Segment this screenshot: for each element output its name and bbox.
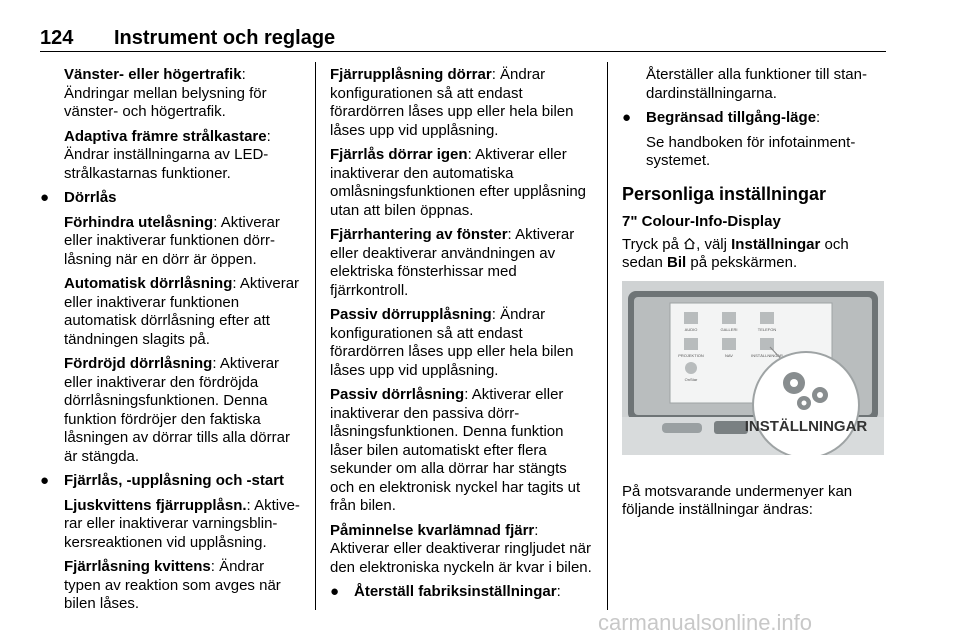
entry-text: Aktiverar eller deaktiverar användningen av elektriska fönsterhissar med fjärrkontroll. — [330, 226, 575, 299]
watermark: carmanualsonline.info — [598, 610, 813, 635]
tile-label: NAV — [725, 352, 733, 358]
sub-heading: 7" Colour-Info-Display — [622, 213, 781, 230]
entry-term: Passiv dörrupplåsning — [330, 306, 492, 323]
entry-term: Fördröjd dörrlåsning — [64, 355, 213, 372]
entry-text: Ändrar konfigurationen så att endast förardörren låses upp eller hela bilen låses upp vid upplåsning. — [330, 66, 574, 139]
tile-label: PROJEKTION — [678, 352, 704, 358]
bullet-label: Återställ fabriksinställningar — [354, 583, 557, 600]
entry-term: Fjärrlås dörrar igen — [330, 146, 468, 163]
settings-entry: Fjärrhantering av fönster: Aktiverar eller deaktiverar användningen av elektriska fönsterhissar med fjärrkontroll. — [330, 226, 575, 299]
column-3 — [622, 66, 886, 526]
tile-label: TELEFON — [757, 326, 777, 332]
bullet-label: Fjärrlås, -upplåsning och -start — [64, 472, 285, 489]
tile-label: GALLERI — [720, 326, 738, 332]
bullet-heading: ● Återställ fabriksinställningar: — [330, 583, 561, 600]
settings-entry: Fördröjd dörrlåsning: Aktiverar eller inaktiverar den fördröjda dörrlåsningsfunktionen. Denna funktion fördröjer den faktiska låsningen av dörrar tills alla dörrar är stängda. — [64, 355, 290, 465]
entry-term: Påminnelse kvarlämnad fjärr — [330, 521, 535, 539]
entry-text: Aktiverar eller inaktiverar funktionen automatisk dörrlåsning efter att tändningen slagits på. — [64, 275, 300, 348]
home-icon — [683, 237, 696, 250]
column-divider — [607, 62, 608, 610]
tile-label: INSTÄLLNINGAR — [751, 352, 783, 358]
settings-entry: Fjärrlåsning kvittens: Ändrar typen av reaktion som avges när bilen låses. — [64, 558, 281, 612]
text-run: Bil — [667, 254, 687, 271]
settings-entry: Passiv dörrlåsning: Aktiverar eller inaktiverar den passiva dörrlåsningsfunktionen. Denna funktion låser bilen automatiskt efter flera sekunder om alla dörrar har stängts och en elektronisk nyckel har tagits ut från bilen. — [330, 386, 581, 514]
entry-term: Fjärrhantering av fönster — [330, 226, 508, 243]
bullet-heading: ● Fjärrlås, -upplåsning och -start — [40, 472, 285, 489]
instruction-paragraph: På motsvarande undermenyer kan följande inställningar ändras: — [622, 482, 853, 518]
entry-term: Fjärrupplåsning dörrar — [330, 66, 492, 83]
bullet-label: Begränsad tillgång-läge — [646, 109, 817, 126]
tile-label: AUDIO — [684, 326, 698, 332]
continued-text: Återställer alla funktioner till standardinställningarna. — [646, 66, 867, 102]
entry-text: Aktiverar eller inaktiverar varningsblinkersreaktionen vid upplåsning. — [64, 496, 300, 551]
entry-text: Aktiverar eller deaktiverar ringljudet när den elektroniska nyckeln är kvar i bilen. — [330, 540, 592, 576]
settings-entry: Vänster- eller högertrafik: Ändringar mellan belysning för vänster- och högertrafik. — [64, 66, 267, 120]
tile-label: OnStar — [684, 376, 698, 382]
bullet-text: Se handboken för infotainmentsystemet. — [646, 133, 856, 169]
settings-entry: Ljuskvittens fjärrupplåsn.: Aktiverar eller inaktiverar varningsblinkersreaktionen vid upplåsning. — [64, 496, 300, 551]
page-header — [40, 27, 886, 52]
page-title: Instrument och reglage — [114, 27, 336, 49]
page-number: 124 — [40, 27, 74, 49]
text-run: på pekskärmen. — [690, 254, 798, 271]
entry-term: Förhindra utelåsning — [64, 213, 214, 231]
entry-term: Fjärrlåsning kvittens — [64, 558, 211, 575]
text-run: och sedan — [622, 235, 849, 271]
settings-entry: Fjärrlås dörrar igen: Aktiverar eller inaktiverar den automatiska omlåsningsfunktionen efter upplåsning utan att bilen öppnas. — [330, 146, 587, 219]
settings-entry: Förhindra utelåsning: Aktiverar eller inaktiverar funktionen dörrlåsning när en dörr är öppen. — [64, 213, 280, 268]
entry-term: Passiv dörrlåsning — [330, 386, 465, 403]
bullet-label: Dörrlås — [64, 189, 117, 206]
entry-text: Aktiverar eller inaktiverar funktionen dörrlåsning när en dörr är öppen. — [64, 213, 280, 268]
entry-text: Ändrar inställningarna av LED-strålkastarnas funktioner. — [64, 146, 269, 182]
settings-entry: Passiv dörrupplåsning: Ändrar konfigurationen så att endast förardörren låses upp eller hela bilen låses upp vid upplåsning. — [330, 306, 574, 379]
instruction-paragraph — [622, 236, 886, 273]
text-run: , välj — [696, 235, 727, 253]
entry-term: Ljuskvittens fjärrupplåsn. — [64, 496, 247, 514]
infotainment-illustration — [622, 281, 884, 455]
entry-term: Automatisk dörrlåsning — [64, 275, 233, 292]
settings-entry: Automatisk dörrlåsning: Aktiverar eller inaktiverar funktionen automatisk dörrlåsning efter att tändningen slagits på. — [64, 275, 300, 348]
section-heading: Personliga inställningar — [622, 183, 827, 204]
settings-entry: Påminnelse kvarlämnad fjärr: Aktiverar eller deaktiverar ringljudet när den elektroniska nyckeln är kvar i bilen. — [330, 521, 592, 576]
entry-term: Vänster- eller högertrafik — [64, 66, 242, 83]
column-1 — [40, 66, 302, 620]
bullet-heading: ● Dörrlås — [40, 189, 117, 206]
column-divider — [315, 62, 316, 610]
entry-text: Ändringar mellan belysning för vänster- och högertrafik. — [64, 84, 267, 120]
entry-text: Ändrar typen av reaktion som avges när bilen låses. — [64, 558, 281, 612]
text-run: Tryck på — [622, 235, 679, 253]
settings-entry: Adaptiva främre strålkastare: Ändrar inställningarna av LED-strålkastarnas funktioner. — [64, 127, 271, 182]
entry-text: Aktiverar eller inaktiverar den fördröjda dörrlåsningsfunktionen. Denna funktion fördröjer den faktiska låsningen av dörrar tills alla dörrar är stängda. — [64, 355, 290, 465]
text-run: Inställningar — [731, 235, 821, 253]
column-2 — [330, 66, 592, 608]
settings-entry: Fjärrupplåsning dörrar: Ändrar konfigurationen så att endast förardörren låses upp eller hela bilen låses upp vid upplåsning. — [330, 66, 574, 139]
entry-text: Aktiverar eller inaktiverar den passiva dörrlåsningsfunktionen. Denna funktion låser bilen automatiskt efter flera sekunder om alla dörrar har stängts och en elektronisk nyckel har tagits ut från bilen. — [330, 386, 581, 514]
entry-term: Adaptiva främre strålkastare — [64, 127, 267, 145]
callout-label: INSTÄLLNINGAR — [744, 417, 868, 435]
entry-text: Aktiverar eller inaktiverar den automatiska omlåsningsfunktionen efter upplåsning utan att bilen öppnas. — [330, 146, 587, 219]
infotainment-photo — [622, 281, 884, 455]
entry-text: Ändrar konfigurationen så att endast förardörren låses upp eller hela bilen låses upp vid upplåsning. — [330, 306, 574, 379]
bullet-heading: ● Begränsad tillgång-läge: — [622, 109, 821, 126]
